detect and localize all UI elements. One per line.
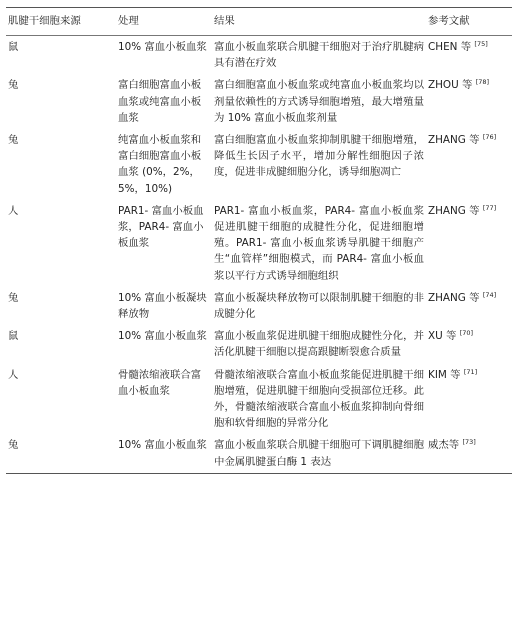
cell-source: 兔 [8, 134, 19, 147]
table-row [6, 364, 512, 435]
cell-reference [426, 364, 512, 435]
table-row [6, 74, 512, 129]
cell-reference [426, 129, 512, 200]
table-row [6, 325, 512, 363]
ref-author: ZHOU 等 [428, 79, 473, 92]
cell-treatment: 骨髓浓缩液联合富血小板血浆 [118, 368, 202, 397]
cell-result: PAR1- 富血小板血浆，PAR4- 富血小板血浆促进肌腱干细胞的成腱性分化，促进细胞增殖。PAR1- 富血小板血浆诱导肌腱干细胞产生“血管样”细胞模式，而 PAR4- 富血小板血浆以平行方式诱导细胞组织 [214, 204, 424, 282]
cell-treatment: 10% 富血小板血浆 [118, 330, 207, 343]
ref-number: [77] [482, 203, 497, 212]
cell-source: 兔 [8, 291, 19, 304]
cell-source: 兔 [6, 434, 116, 473]
cell-treatment: 10% 富血小板血浆 [118, 41, 207, 53]
cell-treatment: PAR1- 富血小板血浆，PAR4- 富血小板血浆 [118, 204, 204, 250]
ref-number: [71] [463, 367, 478, 376]
cell-result: 富血小板血浆联合肌腱干细胞可下调肌腱细胞中金属肌腱蛋白酶 1 表达 [212, 434, 426, 473]
header-treatment: 处理 [116, 8, 212, 36]
ref-author: XU 等 [428, 330, 457, 343]
header-result: 结果 [212, 8, 426, 36]
table-row [6, 287, 512, 325]
ref-author: 威杰等 [428, 439, 460, 452]
cell-reference [426, 434, 512, 473]
cell-result: 富血小板血浆促进肌腱干细胞成腱性分化，并活化肌腱干细胞以提高跟腱断裂愈合质量 [214, 330, 424, 359]
cell-source: 鼠 [8, 41, 19, 53]
cell-treatment: 10% 富血小板凝块释放物 [118, 291, 207, 321]
cell-source: 人 [8, 204, 19, 217]
ref-number: [75] [474, 40, 488, 48]
cell-treatment: 纯富血小板血浆和富白细胞富血小板血浆 (0%，2%，5%，10%) [118, 134, 202, 195]
cell-treatment: 10% 富血小板血浆 [116, 434, 212, 473]
cell-treatment: 富白细胞富血小板血浆或纯富血小板血浆 [118, 79, 202, 124]
ref-number: [78] [475, 78, 490, 87]
ref-author: KIM 等 [428, 368, 461, 381]
cell-reference [426, 74, 512, 129]
ref-author: ZHANG 等 [428, 291, 480, 304]
table-row [6, 200, 512, 287]
literature-table [6, 7, 512, 474]
ref-number: [74] [482, 290, 497, 299]
header-source: 肌腱干细胞来源 [6, 8, 116, 36]
cell-reference [426, 325, 512, 363]
cell-reference [426, 287, 512, 325]
cell-source: 人 [8, 368, 19, 381]
cell-result: 富白细胞富血小板血浆或纯富血小板血浆均以剂量依赖性的方式诱导细胞增殖，最大增殖量为 10% 富血小板血浆剂量 [214, 79, 424, 124]
table-row [6, 434, 512, 473]
header-reference: 参考文献 [426, 8, 512, 36]
cell-source: 兔 [8, 79, 19, 92]
cell-result: 富血小板凝块释放物可以限制肌腱干细胞的非成腱分化 [214, 291, 424, 321]
ref-number: [70] [459, 329, 474, 338]
ref-author: CHEN 等 [428, 41, 472, 53]
ref-number: [76] [482, 133, 497, 142]
cell-reference [426, 36, 512, 75]
cell-result: 骨髓浓缩液联合富血小板血浆能促进肌腱干细胞增殖，促进肌腱干细胞向受损部位迁移。此外，骨髓浓缩液联合富血小板血浆抑制向骨细胞和软骨细胞的异常分化 [214, 368, 424, 430]
table-header-row [6, 8, 512, 36]
table-row [6, 36, 512, 75]
ref-number: [73] [462, 438, 476, 447]
cell-reference [426, 200, 512, 287]
cell-source: 鼠 [8, 330, 19, 343]
ref-author: ZHANG 等 [428, 134, 480, 147]
ref-author: ZHANG 等 [428, 204, 480, 217]
table-row [6, 129, 512, 200]
cell-result: 富白细胞富血小板血浆抑制肌腱干细胞增殖，降低生长因子水平，增加分解性细胞因子浓度，促进非成腱细胞分化，诱导细胞凋亡 [214, 134, 424, 179]
cell-result: 富血小板血浆联合肌腱干细胞对于治疗肌腱病具有潜在疗效 [214, 41, 424, 70]
